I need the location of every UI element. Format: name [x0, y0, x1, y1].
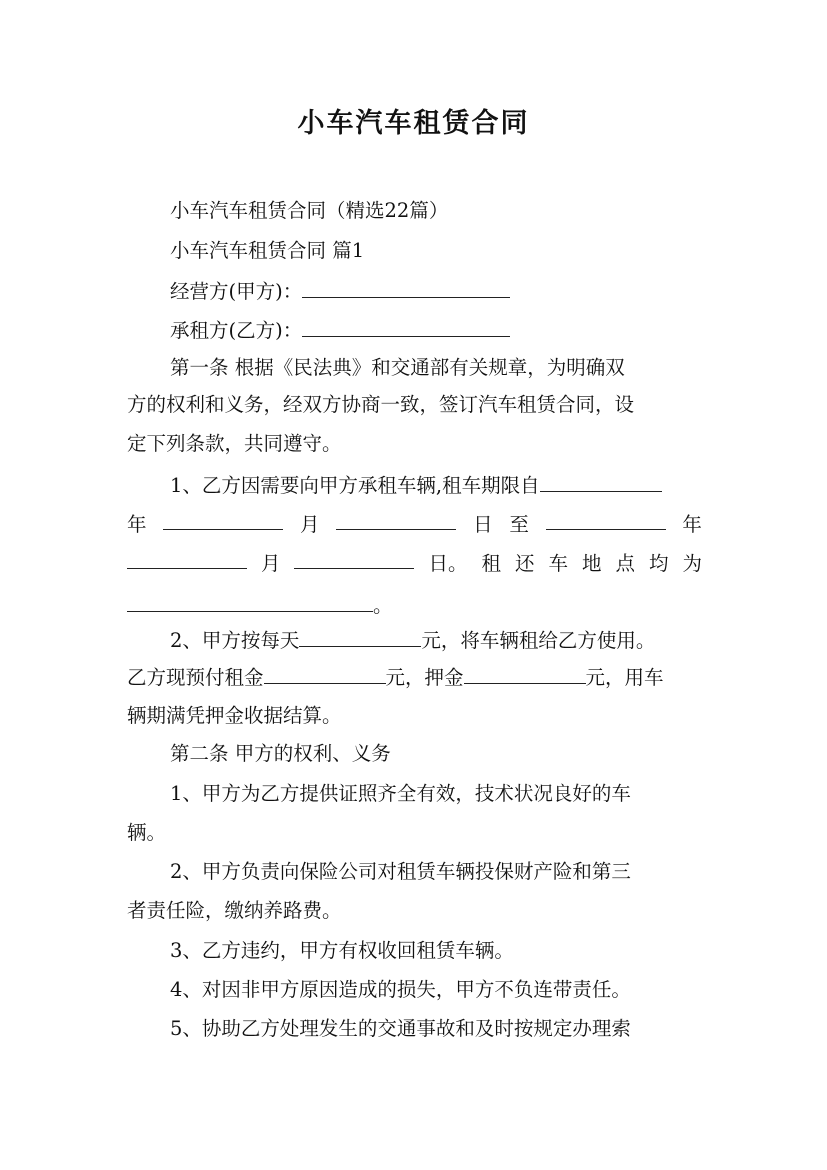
date-line	[127, 550, 702, 578]
word: 租	[481, 552, 501, 575]
end-day-blank	[294, 550, 414, 569]
paragraph-line: 2、甲方负责向保险公司对租赁车辆投保财产险和第三	[170, 860, 631, 883]
rent-text: 元，将车辆租给乙方使用。	[421, 629, 656, 652]
term-text: 1、乙方因需要向甲方承租车辆,租车期限自	[170, 474, 540, 497]
paragraph-line: 辆期满凭押金收据结算。	[127, 704, 342, 727]
paragraph-line: 定下列条款，共同遵守。	[127, 432, 342, 455]
rent-text: 2、甲方按每天	[170, 629, 300, 652]
paragraph-line: 者责任险，缴纳养路费。	[127, 899, 342, 922]
word: 为	[682, 552, 702, 575]
period: 。	[373, 594, 393, 617]
word: 车	[548, 552, 568, 575]
deposit-line	[127, 664, 664, 692]
party-b-line	[170, 317, 510, 345]
day-label: 日	[473, 513, 493, 536]
paragraph-line: 3、乙方违约，甲方有权收回租赁车辆。	[170, 939, 514, 962]
party-a-label: 经营方(甲方)：	[170, 280, 303, 303]
month-blank	[336, 511, 456, 530]
paragraph-line: 5、协助乙方处理发生的交通事故和及时按规定办理索	[170, 1017, 631, 1040]
term-line	[170, 472, 662, 500]
party-a-line	[170, 278, 510, 306]
party-b-blank	[302, 318, 510, 337]
paragraph-line: 辆。	[127, 821, 167, 844]
paragraph-line: 第一条 根据《民法典》和交通部有关规章，为明确双	[170, 356, 625, 379]
party-a-blank	[302, 279, 510, 298]
month-label: 月	[260, 552, 281, 575]
paragraph-line: 1、甲方为乙方提供证照齐全有效，技术状况良好的车	[170, 782, 631, 805]
article-heading: 第二条 甲方的权利、义务	[170, 742, 391, 765]
term-start-blank	[540, 473, 662, 492]
year-blank	[163, 511, 283, 530]
paragraph-line: 方的权利和义务，经双方协商一致，签订汽车租赁合同，设	[127, 393, 635, 416]
end-month-blank	[127, 550, 247, 569]
year-label: 年	[682, 513, 702, 536]
to-label: 至	[509, 513, 529, 536]
subtitle-line: 小车汽车租赁合同（精选22篇）	[170, 199, 449, 222]
day-label: 日。	[428, 552, 468, 575]
paragraph-line: 4、对因非甲方原因造成的损失，甲方不负连带责任。	[170, 978, 631, 1001]
word: 地	[581, 552, 602, 575]
rent-line	[170, 627, 655, 655]
deposit-blank	[464, 665, 586, 684]
end-year-blank	[546, 511, 666, 530]
party-b-label: 承租方(乙方)：	[170, 319, 303, 342]
deposit-text: 元，押金	[385, 666, 464, 689]
location-line	[127, 592, 393, 620]
word: 均	[648, 552, 669, 575]
deposit-text: 元，用车	[585, 666, 664, 689]
prepay-blank	[264, 665, 386, 684]
year-label: 年	[127, 513, 147, 536]
word: 还	[514, 552, 535, 575]
date-line	[127, 511, 702, 539]
month-label: 月	[300, 513, 320, 536]
document-title: 小车汽车租赁合同	[297, 108, 530, 139]
daily-rent-blank	[299, 628, 421, 647]
word: 点	[615, 552, 635, 575]
section-heading: 小车汽车租赁合同 篇1	[170, 239, 365, 262]
prepay-text: 乙方现预付租金	[127, 666, 264, 689]
location-blank	[127, 593, 373, 612]
